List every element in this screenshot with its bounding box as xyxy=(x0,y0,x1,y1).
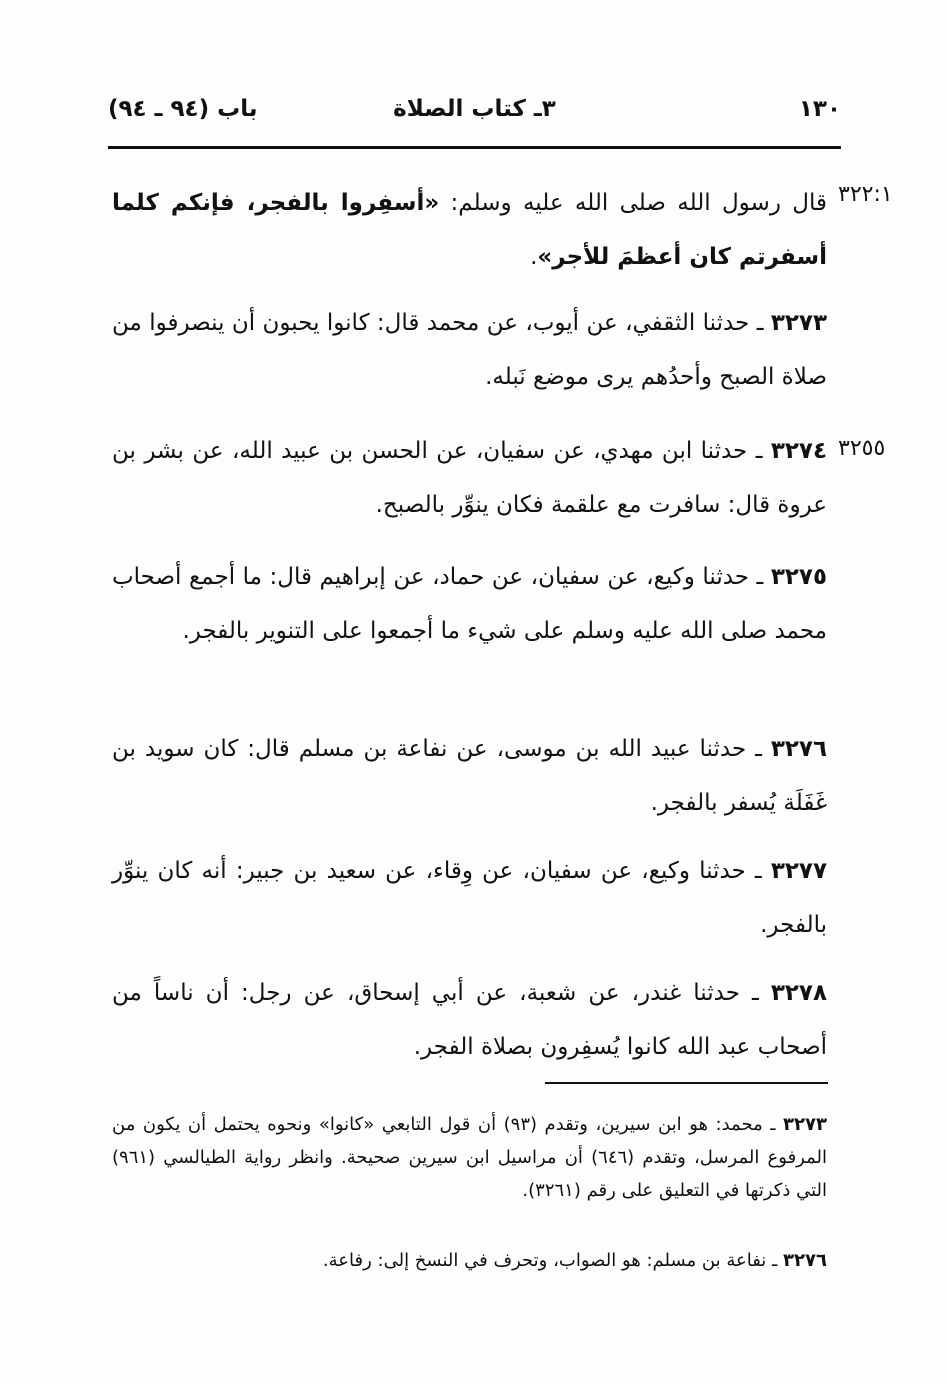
hadith-number: ٣٢٧٣ xyxy=(770,310,827,336)
hadith-3274 xyxy=(112,424,827,532)
intro-end: . xyxy=(530,244,538,270)
margin-reference-1: ٣٢٢:١ xyxy=(838,182,893,207)
hadith-text: ـ حدثنا وكيع، عن سفيان، عن حماد، عن إبراهيم قال: ما أجمع أصحاب محمد صلى الله عليه وسلم على شيء ما أجمعوا على التنوير بالفجر. xyxy=(112,564,827,644)
hadith-number: ٣٢٧٥ xyxy=(770,564,827,590)
hadith-number: ٣٢٧٨ xyxy=(770,980,827,1006)
footnote-text: ـ محمد: هو ابن سيرين، وتقدم (٩٣) أن قول التابعي «كانوا» ونحوه يحتمل أن يكون من المرفوع المرسل، وتقدم (٦٤٦) أن مراسيل ابن سيرين صحيحة. وانظر رواية الطيالسي (٩٦١) التي ذكرتها في التعليق على رقم (٣٢٦١). xyxy=(112,1114,827,1201)
hadith-text: ـ حدثنا عبيد الله بن موسى، عن نفاعة بن مسلم قال: كان سويد بن غَفَلَة يُسفر بالفجر. xyxy=(112,736,827,816)
hadith-number: ٣٢٧٦ xyxy=(770,736,827,762)
hadith-3277 xyxy=(112,844,827,952)
hadith-3278 xyxy=(112,966,827,1074)
page-number: ١٣٠ xyxy=(798,96,841,122)
running-header xyxy=(108,90,841,134)
hadith-number: ٣٢٧٤ xyxy=(770,438,827,464)
intro-quote: «أسفِروا بالفجر، فإنكم كلما أسفرتم كان أعظمَ للأجر» xyxy=(112,190,827,270)
hadith-text: ـ حدثنا غندر، عن شعبة، عن أبي إسحاق، عن رجل: أن ناساً من أصحاب عبد الله كانوا يُسفِرون بصلاة الفجر. xyxy=(112,980,827,1060)
hadith-text: ـ حدثنا الثقفي، عن أيوب، عن محمد قال: كانوا يحبون أن ينصرفوا من صلاة الصبح وأحدُهم يرى موضع نَبله. xyxy=(112,310,827,390)
header-divider xyxy=(108,146,841,149)
intro-hadith xyxy=(112,176,827,284)
margin-reference-2: ٣٢٥٥ xyxy=(838,436,886,461)
hadith-3273 xyxy=(112,296,827,404)
footnote-text: ـ نفاعة بن مسلم: هو الصواب، وتحرف في النسخ إلى: رفاعة. xyxy=(322,1250,784,1271)
footnote-number: ٣٢٧٣ xyxy=(783,1114,827,1135)
book-title: ٣ـ كتاب الصلاة xyxy=(393,96,556,122)
hadith-3276 xyxy=(112,722,827,830)
chapter-label: باب (٩٤ ـ ٩٤) xyxy=(108,96,258,122)
footnote-3273 xyxy=(112,1108,827,1207)
hadith-text: ـ حدثنا ابن مهدي، عن سفيان، عن الحسن بن عبيد الله، عن بشر بن عروة قال: سافرت مع علقمة فكان ينوِّر بالصبح. xyxy=(112,438,827,518)
hadith-number: ٣٢٧٧ xyxy=(770,858,827,884)
footnote-number: ٣٢٧٦ xyxy=(783,1250,827,1271)
intro-lead: قال رسول الله صلى الله عليه وسلم: xyxy=(439,190,827,216)
hadith-3275 xyxy=(112,550,827,658)
footnote-3276 xyxy=(112,1244,827,1277)
hadith-text: ـ حدثنا وكيع، عن سفيان، عن وِقاء، عن سعيد بن جبير: أنه كان ينوِّر بالفجر. xyxy=(112,858,827,938)
footnote-divider xyxy=(545,1082,828,1084)
